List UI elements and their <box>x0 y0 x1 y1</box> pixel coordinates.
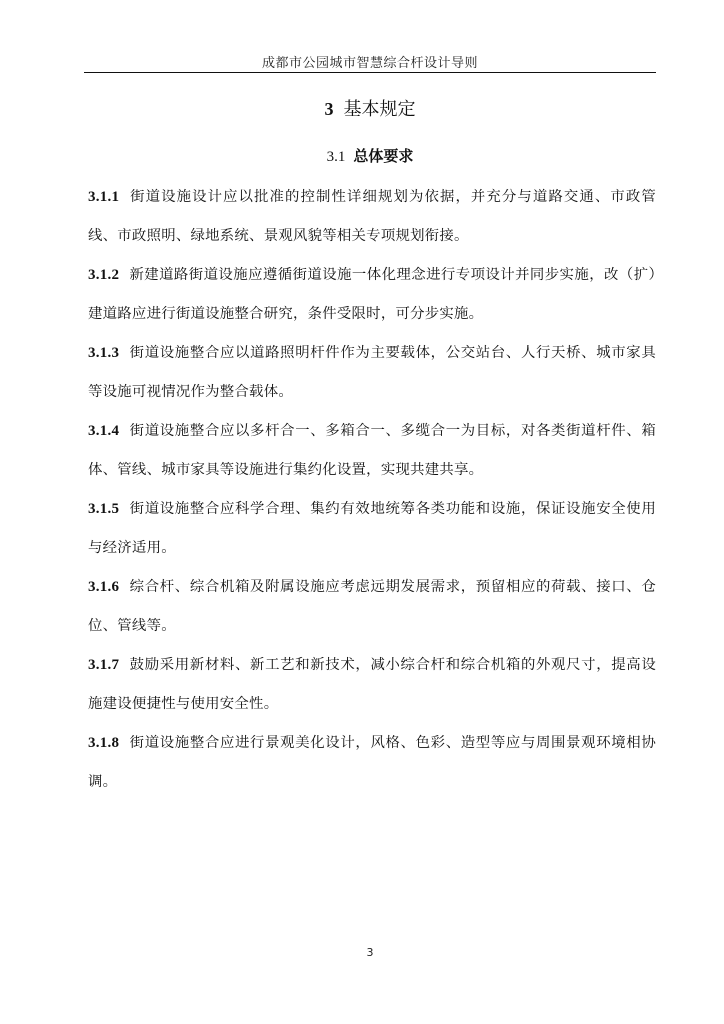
clause-text: 街道设施设计应以批准的控制性详细规划为依据，并充分与道路交通、市政管线、市政照明、绿地系统、景观风貌等相关专项规划衔接。 <box>88 189 656 244</box>
chapter-number: 3 <box>324 99 334 119</box>
chapter-title: 基本规定 <box>343 99 416 120</box>
clause-text: 新建道路街道设施应遵循街道设施一体化理念进行专项设计并同步实施，改（扩）建道路应进行街道设施整合研究，条件受限时，可分步实施。 <box>88 267 656 322</box>
clause-text: 街道设施整合应以道路照明杆件作为主要载体，公交站台、人行天桥、城市家具等设施可视情况作为整合载体。 <box>88 345 656 400</box>
clause-text: 街道设施整合应科学合理、集约有效地统筹各类功能和设施，保证设施安全使用与经济适用。 <box>88 501 656 556</box>
clause-number: 3.1.4 <box>88 423 120 439</box>
clause <box>88 646 656 724</box>
running-header: 成都市公园城市智慧综合杆设计导则 <box>261 56 478 71</box>
clause <box>88 568 656 646</box>
clause-list <box>88 178 656 802</box>
clause <box>88 256 656 334</box>
clause-text: 鼓励采用新材料、新工艺和新技术，减小综合杆和综合机箱的外观尺寸，提高设施建设便捷性与使用安全性。 <box>88 657 656 712</box>
clause <box>88 178 656 256</box>
clause-number: 3.1.8 <box>88 735 120 751</box>
clause-text: 街道设施整合应进行景观美化设计，风格、色彩、造型等应与周围景观环境相协调。 <box>88 735 656 790</box>
clause-number: 3.1.1 <box>88 189 120 205</box>
clause-number: 3.1.7 <box>88 657 120 673</box>
clause-number: 3.1.2 <box>88 267 120 283</box>
clause-number: 3.1.5 <box>88 501 120 517</box>
clause <box>88 490 656 568</box>
clause <box>88 412 656 490</box>
section-heading <box>84 145 656 166</box>
page-number: 3 <box>366 946 374 959</box>
clause-number: 3.1.6 <box>88 579 120 595</box>
chapter-heading <box>84 95 656 121</box>
section-title: 总体要求 <box>353 147 414 165</box>
clause <box>88 724 656 802</box>
section-number: 3.1 <box>326 149 346 165</box>
clause-text: 综合杆、综合机箱及附属设施应考虑远期发展需求，预留相应的荷载、接口、仓位、管线等。 <box>88 579 656 634</box>
clause <box>88 334 656 412</box>
clause-number: 3.1.3 <box>88 345 120 361</box>
header-rule <box>84 72 656 73</box>
clause-text: 街道设施整合应以多杆合一、多箱合一、多缆合一为目标，对各类街道杆件、箱体、管线、城市家具等设施进行集约化设置，实现共建共享。 <box>88 423 656 478</box>
